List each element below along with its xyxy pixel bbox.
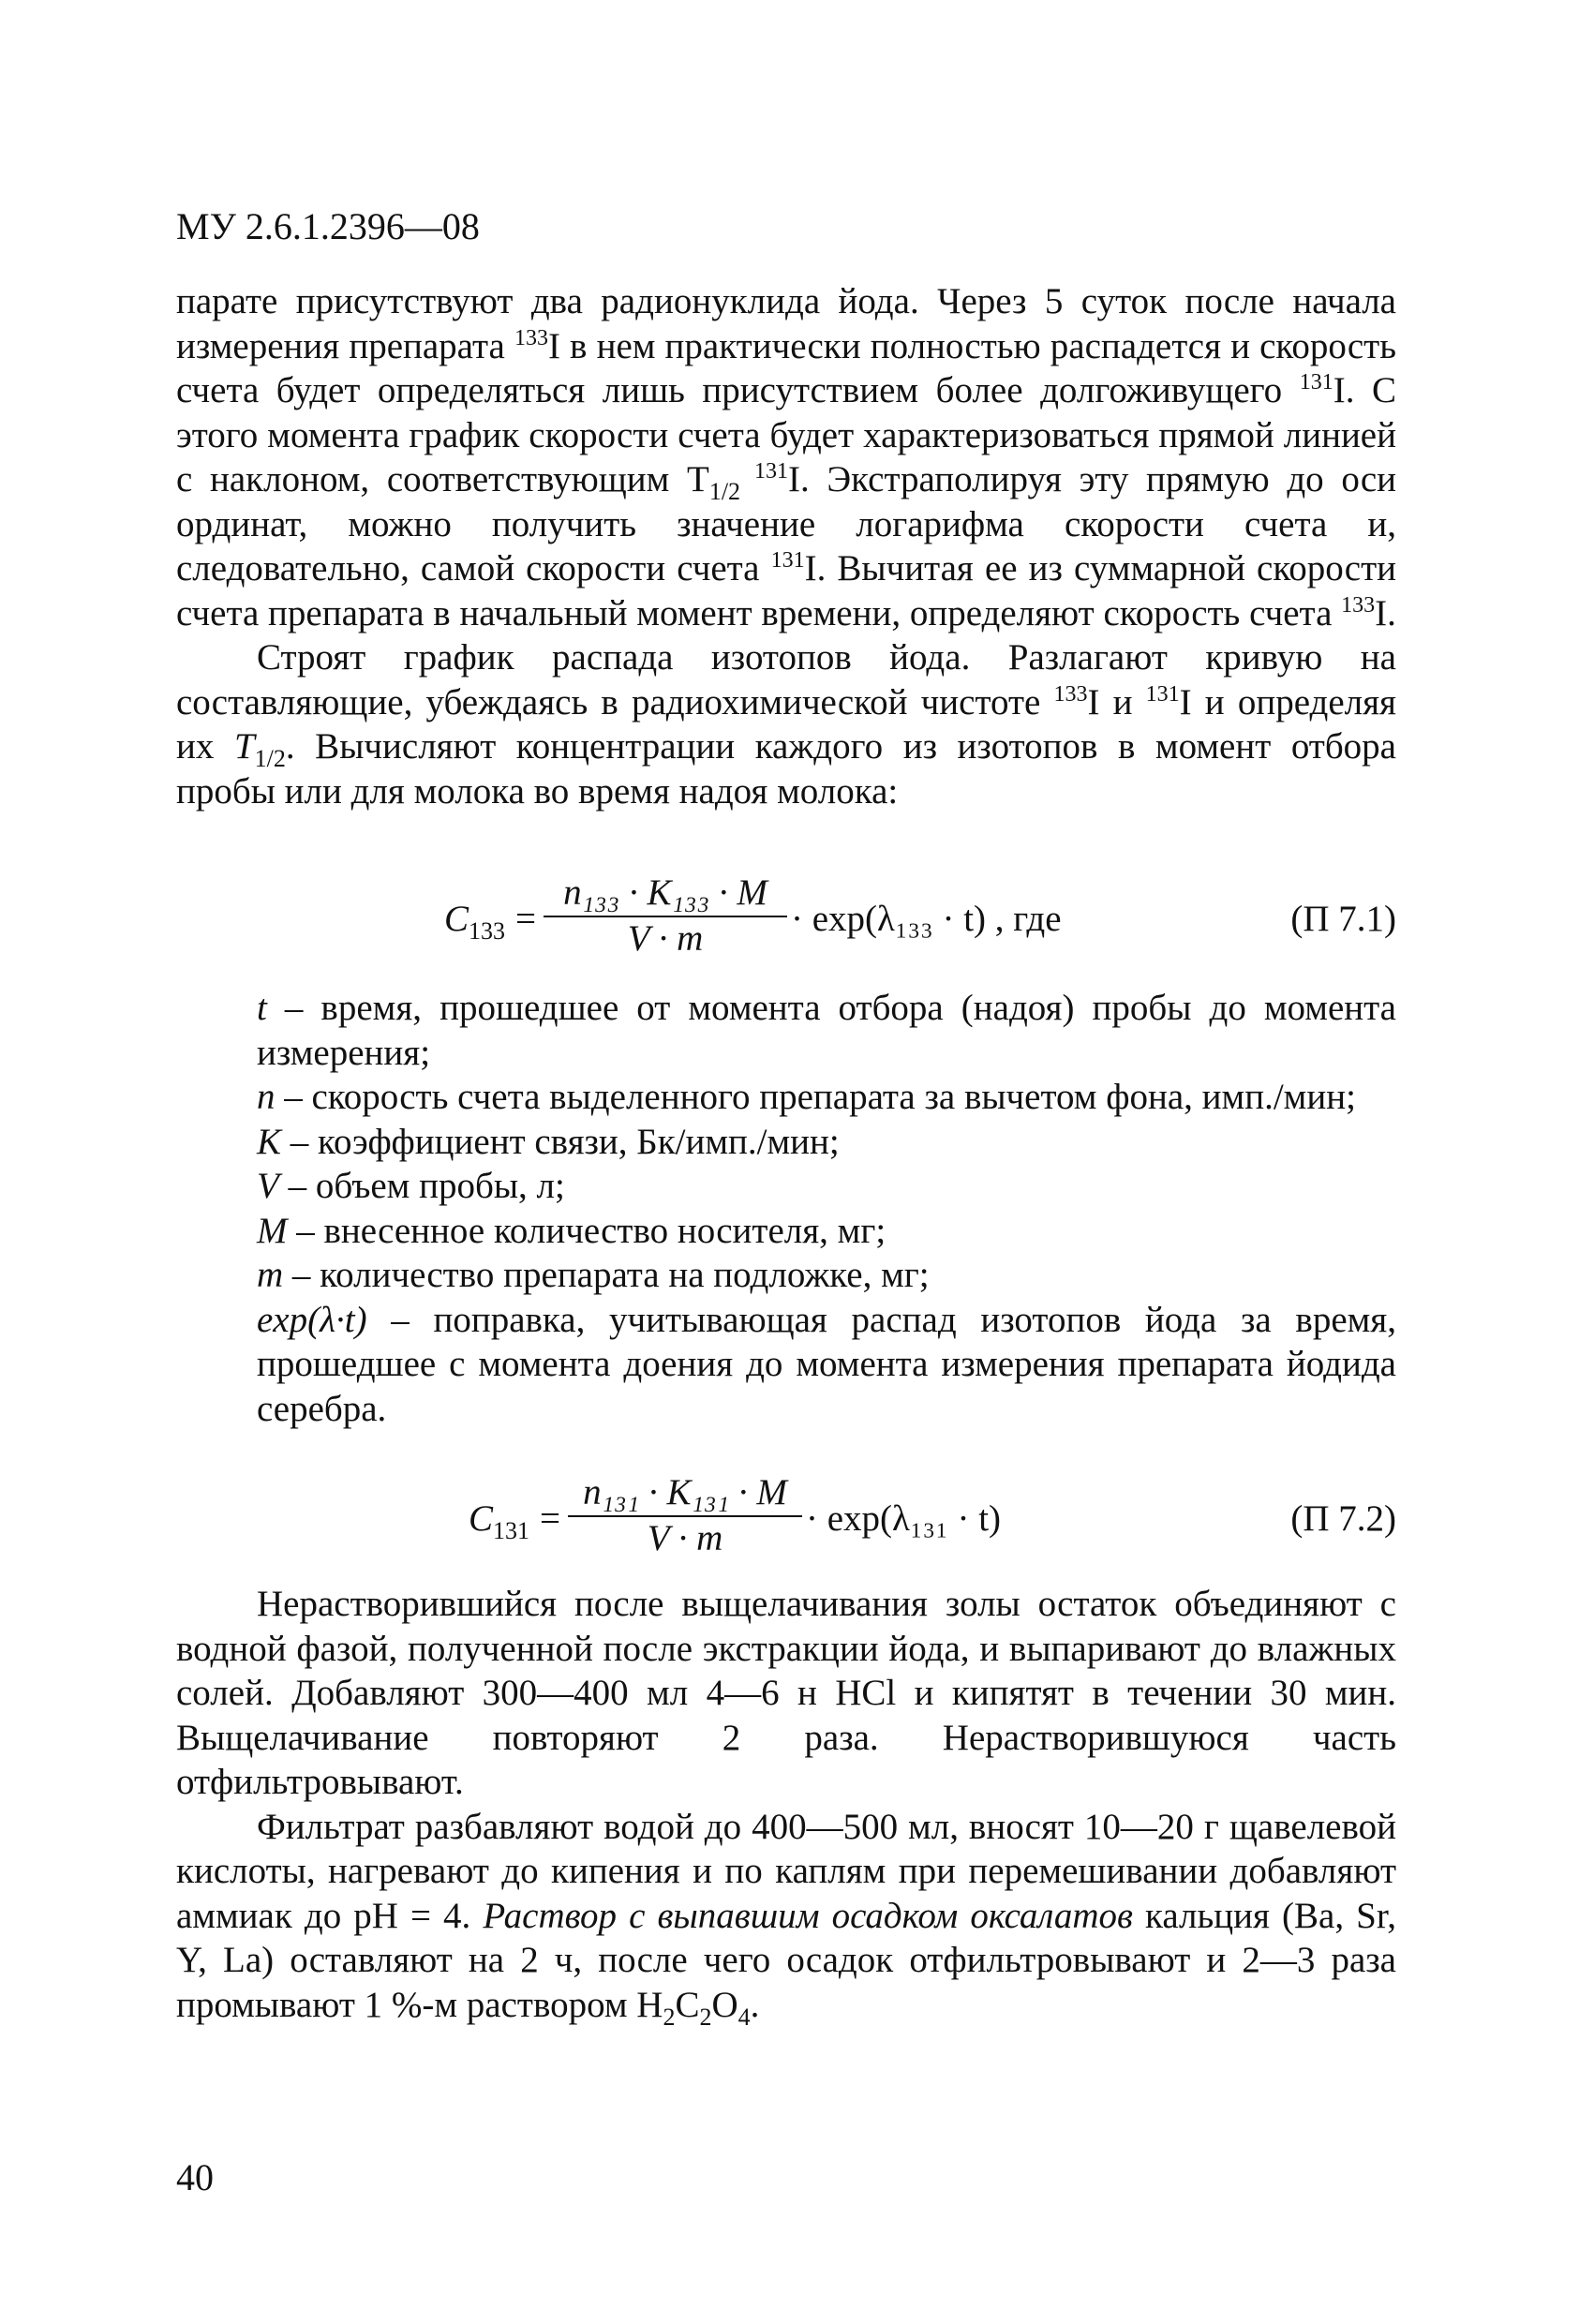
text-span: O	[711, 1984, 738, 2025]
fraction-numerator: n₁₃₁ · K₁₃₁ · M	[583, 1472, 787, 1512]
isotope-superscript: 133	[1341, 592, 1376, 618]
definitions-list	[176, 986, 1396, 1431]
formula-fraction	[544, 872, 787, 960]
definition-item	[176, 1164, 1396, 1209]
paragraph-1	[176, 279, 1396, 635]
text-span: кальция (Ba, Sr, Y, La) оставляют на 2 ч, после чего осадок отфильтровывают и 2—3 раза промывают 1 %-м раствором H	[176, 1895, 1396, 2025]
text-span: I. Экстраполируя эту прямую до оси ординат, можно получить значение логарифма скорости счета и, следовательно, самой скорости счета	[176, 459, 1397, 588]
definition-item	[176, 1209, 1396, 1254]
fraction-denominator: V · m	[647, 1518, 723, 1558]
fraction-denominator: V · m	[627, 918, 704, 959]
definition-text: – скорость счета выделенного препарата за вычетом фона, имп./мин;	[275, 1077, 1356, 1117]
equals-sign: =	[515, 899, 536, 939]
text-span: парате присутствуют два радионуклида йода. Через 5 суток после начала измерения препарата	[176, 281, 1396, 366]
text-span: . Вычисляют концентрации каждого из изотопов в момент отбора пробы или для молока во время надоя молока:	[176, 726, 1396, 812]
definition-item	[176, 1298, 1396, 1432]
definition-text: – объем пробы, л;	[278, 1166, 565, 1206]
isotope-superscript: 131	[740, 459, 788, 484]
text-span: I и	[1087, 681, 1146, 723]
formula-symbol: C	[444, 899, 469, 939]
half-life-subscript: 1/2	[254, 744, 286, 772]
formula-subscript: 133	[469, 916, 506, 945]
definition-symbol: V	[257, 1166, 279, 1206]
text-span: Фильтрат разбавляют водой до 400—500 мл, вносят 10—20 г щавелевой кислоты, нагревают до кипения и по каплям при перемешивании добавляют аммиак до pH = 4.	[176, 1806, 1396, 1936]
text-span: C	[675, 1984, 700, 2025]
definition-item	[176, 1253, 1396, 1298]
body-text-block-2	[176, 1582, 1396, 2031]
text-span: I. Вычитая ее из суммарной скорости счета препарата в начальный момент времени, определяют скорость счета	[176, 548, 1396, 633]
definition-item	[176, 1075, 1396, 1120]
text-span: I. С этого момента график скорости счета будет характеризоваться прямой линией с наклоном, соответствующим T	[176, 370, 1396, 499]
definition-text: – время, прошедшее от момента отбора (надоя) пробы до момента измерения;	[257, 988, 1396, 1073]
formula-fraction	[568, 1471, 802, 1559]
formula-number: (П 7.1)	[1290, 899, 1396, 939]
isotope-superscript: 133	[514, 325, 548, 350]
chem-subscript: 2	[663, 2003, 676, 2031]
definition-text: – коэффициент связи, Бк/имп./мин;	[281, 1121, 840, 1162]
isotope-superscript: 131	[1299, 370, 1333, 395]
text-span: Строят график распада изотопов йода. Разлагают кривую на составляющие, убеждаясь в радиохимической чистоте	[176, 637, 1396, 723]
definition-item	[176, 986, 1396, 1075]
formula-symbol: C	[469, 1498, 494, 1539]
formula-number: (П 7.2)	[1290, 1498, 1396, 1539]
text-span: I.	[1375, 592, 1396, 633]
equals-sign: =	[540, 1498, 560, 1539]
formula-p7-2	[176, 1471, 1396, 1565]
paragraph-2	[176, 635, 1396, 813]
formula-lhs	[469, 1497, 530, 1544]
paragraph-3: Нерастворившийся после выщелачивания золы остаток объединяют с водной фазой, полученной после экстракции йода, и выпаривают до влажных солей. Добавляют 300—400 мл 4—6 н HCl и кипятят в течении 30 мин. Выщелачивание повторяют 2 раза. Нерастворившуюся часть отфильтровывают.	[176, 1584, 1396, 1802]
definition-symbol: n	[257, 1077, 276, 1117]
document-code: МУ 2.6.1.2396—08	[176, 205, 480, 247]
text-span: T	[233, 726, 255, 767]
chem-subscript: 2	[699, 2003, 712, 2031]
formula-subscript: 131	[493, 1516, 530, 1544]
formula-rhs: · exp(λ₁₃₃ · t) , где	[791, 899, 1062, 939]
paragraph-4	[176, 1805, 1396, 2031]
definition-symbol: K	[257, 1121, 282, 1162]
text-span: .	[750, 1984, 760, 2025]
fraction-numerator: n₁₃₃ · K₁₃₃ · M	[563, 872, 767, 913]
definition-text: – поправка, учитывающая распад изотопов йода за время, прошедшее с момента доения до момента измерения препарата йодида серебра.	[257, 1299, 1396, 1429]
definition-symbol: m	[257, 1255, 284, 1295]
half-life-subscript: 1/2	[708, 477, 741, 505]
body-text-block-1	[176, 279, 1396, 813]
definition-symbol: t	[257, 988, 267, 1028]
definition-text: – внесенное количество носителя, мг;	[287, 1210, 886, 1251]
definition-symbol: exp(λ·t)	[257, 1299, 367, 1340]
chem-subscript: 4	[737, 2003, 751, 2031]
formula-lhs	[444, 898, 506, 945]
text-span: Раствор с выпавшим осадком оксалатов	[483, 1895, 1133, 1936]
isotope-superscript: 131	[770, 548, 805, 573]
isotope-superscript: 133	[1053, 681, 1088, 707]
text-span: I в нем практически полностью распадется и скорость счета будет определяться лишь присутствием более долгоживущего	[176, 325, 1396, 410]
definition-item	[176, 1120, 1396, 1165]
definition-symbol: M	[257, 1210, 288, 1251]
page-number: 40	[176, 2156, 214, 2198]
formula-p7-1	[176, 872, 1396, 965]
text-span: I и определяя их	[176, 681, 1396, 767]
formula-rhs: · exp(λ₁₃₁ · t)	[806, 1498, 1002, 1539]
definition-text: – количество препарата на подложке, мг;	[283, 1255, 930, 1295]
isotope-superscript: 131	[1145, 681, 1180, 707]
